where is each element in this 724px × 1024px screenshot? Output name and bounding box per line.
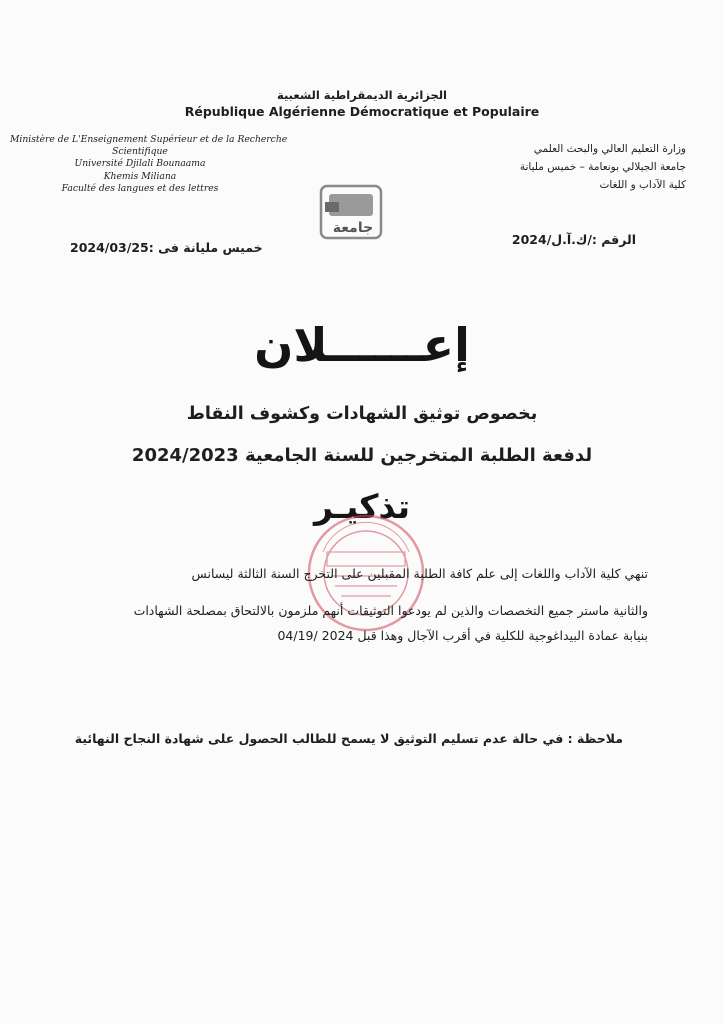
republic-french: République Algérienne Démocratique et Populaire [184,104,540,119]
ministry-line-ar: وزارة التعليم العالي والبحث العلمي [533,143,686,155]
reminder-heading: تذكيـر [314,487,410,526]
reference-number: الرقم :/ك.آ.ل/2024 [511,232,636,247]
city-line: Khemis Miliana [103,170,177,182]
institution-block-arabic [466,140,686,194]
republic-arabic: الجزائرية الديمقراطية الشعبية [276,88,448,102]
institution-block-french [10,134,288,195]
ministry-line-cont: Scientifique [112,146,168,158]
logo-lettering: جامعة [332,220,374,236]
issue-date: خميس مليانة فى :2024/03/25 [70,240,263,255]
university-line-ar: جامعة الجيلالي بونعامة – خميس مليانة [519,161,686,173]
subtitle-graduates: لدفعة الطلبة المتخرجين للسنة الجامعية 2024/2023 [131,445,593,466]
faculty-line: Faculté des langues et des lettres [61,182,219,194]
ministry-line: Ministère de L'Enseignement Supérieur et de la Recherche [10,134,288,145]
body-paragraph-line-1: تنهي كلية الآداب واللغات إلى علم كافة الطلبة المقبلين على التخرج السنة الثالثة ليسانس [191,566,648,581]
body-paragraph-line-3: بنيابة عمادة البيداغوجية للكلية في أقرب الآجال وهذا قبل 2024 /04/19 [277,628,648,643]
university-line: Université Djilali Bounaama [74,158,206,170]
faculty-line-ar: كلية الآداب و اللغات [599,179,686,191]
university-logo [315,182,387,242]
subtitle-certificates: بخصوص توثيق الشهادات وكشوف النقاط [186,404,538,424]
page-title: إعــــــلان [254,318,470,372]
note-text: ملاحظة : في حالة عدم تسليم التوثيق لا يسمح للطالب الحصول على شهادة النجاح النهائية [74,731,623,746]
body-paragraph-line-2: والثانية ماستر جميع التخصصات والذين لم يودعوا التوثيقات أنهم ملزمون بالالتحاق بمصلحة الشهادات [133,603,648,618]
